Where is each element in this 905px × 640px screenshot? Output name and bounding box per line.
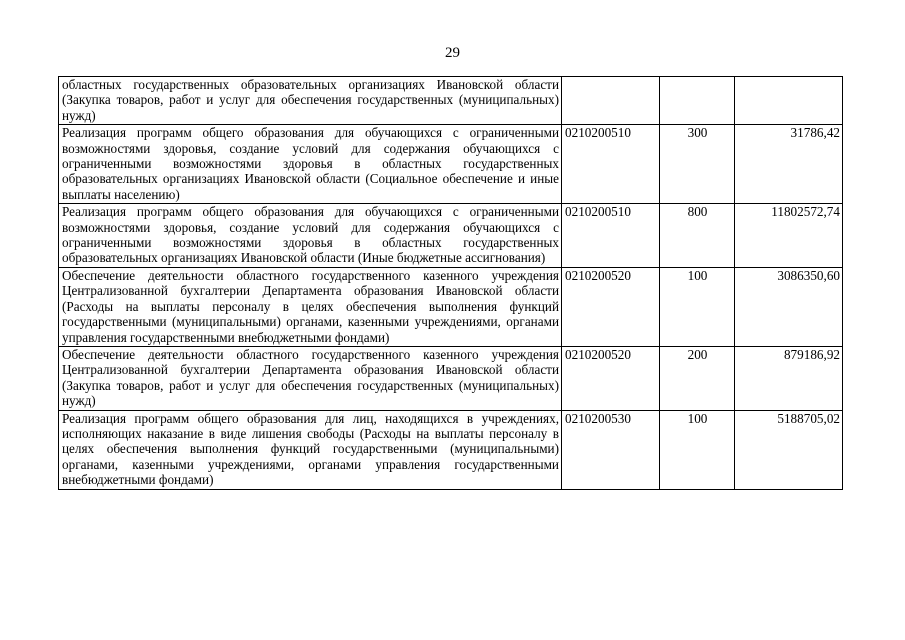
table-row — [59, 204, 843, 268]
row-description: Обеспечение деятельности областного государственного казенного учреждения Централизованной бухгалтерии Департамента образования Ивановской области (Расходы на выплаты персоналу в целях обеспечения выполнения функций государственными (муниципальными) органами, казенными учреждениями, органами управления государственными внебюджетными фондами) — [59, 267, 562, 346]
row-amount: 5188705,02 — [735, 410, 843, 489]
row-expense-type: 800 — [660, 204, 735, 268]
budget-table — [58, 76, 843, 490]
row-expense-type: 200 — [660, 346, 735, 410]
row-amount: 11802572,74 — [735, 204, 843, 268]
row-target-code: 0210200510 — [562, 125, 660, 204]
table-row — [59, 267, 843, 346]
row-description: Реализация программ общего образования для лиц, находящихся в учреждениях, исполняющих наказание в виде лишения свободы (Расходы на выплаты персоналу в целях обеспечения выполнения функций государственными (муниципальными) органами, казенными учреждениями, органами управления государственными внебюджетными фондами) — [59, 410, 562, 489]
table-row — [59, 346, 843, 410]
row-target-code: 0210200530 — [562, 410, 660, 489]
row-amount — [735, 77, 843, 125]
row-target-code: 0210200510 — [562, 204, 660, 268]
table-row — [59, 77, 843, 125]
row-amount: 3086350,60 — [735, 267, 843, 346]
table-row — [59, 410, 843, 489]
row-target-code — [562, 77, 660, 125]
row-expense-type — [660, 77, 735, 125]
row-target-code: 0210200520 — [562, 346, 660, 410]
row-target-code: 0210200520 — [562, 267, 660, 346]
row-amount: 879186,92 — [735, 346, 843, 410]
table-row — [59, 125, 843, 204]
row-expense-type: 300 — [660, 125, 735, 204]
page-number: 29 — [445, 45, 460, 61]
row-expense-type: 100 — [660, 410, 735, 489]
row-description: Реализация программ общего образования для обучающихся с ограниченными возможностями здоровья, создание условий для содержания обучающихся с ограниченными возможностями здоровья в областных государственных образовательных организациях Ивановской области (Иные бюджетные ассигнования) — [59, 204, 562, 268]
row-description: Реализация программ общего образования для обучающихся с ограниченными возможностями здоровья, создание условий для содержания обучающихся с ограниченными возможностями здоровья в областных государственных образовательных организациях Ивановской области (Социальное обеспечение и иные выплаты населению) — [59, 125, 562, 204]
row-description: Обеспечение деятельности областного государственного казенного учреждения Централизованной бухгалтерии Департамента образования Ивановской области (Закупка товаров, работ и услуг для обеспечения государственных (муниципальных) нужд) — [59, 346, 562, 410]
row-expense-type: 100 — [660, 267, 735, 346]
row-description: областных государственных образовательных организациях Ивановской области (Закупка товаров, работ и услуг для обеспечения государственных (муниципальных) нужд) — [59, 77, 562, 125]
row-amount: 31786,42 — [735, 125, 843, 204]
